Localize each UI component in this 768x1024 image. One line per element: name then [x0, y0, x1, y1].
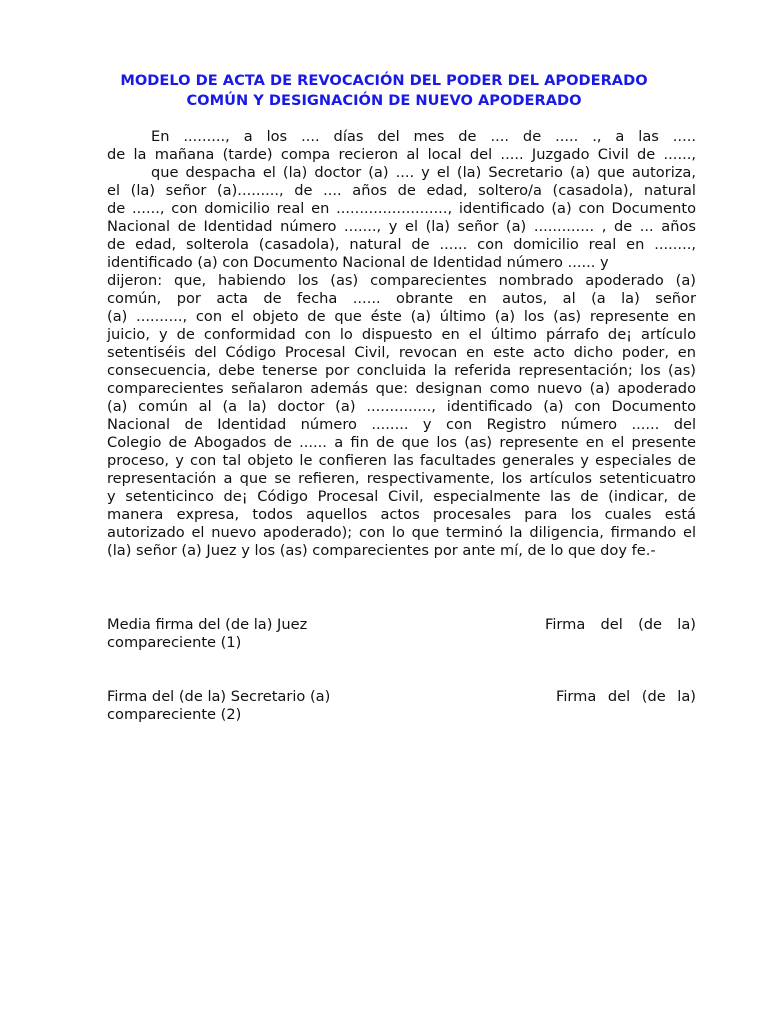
body-line: manera expresa, todos aquellos actos procesales para los cuales está: [107, 506, 696, 523]
judge-signature-label: Media firma del (de la) Juez: [107, 616, 308, 633]
party-signature-label-2: Firma del (de la): [556, 688, 696, 705]
body-line: juicio, y de conformidad con lo dispuesto en el último párrafo de¡ artículo: [107, 326, 696, 343]
body-line: autorizado el nuevo apoderado); con lo que terminó la diligencia, firmando el: [107, 524, 696, 541]
body-line: Colegio de Abogados de ...... a fin de que los (as) represente en el presente: [107, 434, 696, 451]
body-line: consecuencia, debe tenerse por concluida la referida representación; los (as): [107, 362, 696, 379]
body-line: y setenticinco de¡ Código Procesal Civil, especialmente las de (indicar, de: [107, 488, 696, 505]
body-line: el (la) señor (a)........., de .... años de edad, soltero/a (casadola), natural: [107, 182, 696, 199]
body-line: comparecientes señalaron además que: designan como nuevo (a) apoderado: [107, 380, 696, 397]
body-line: común, por acta de fecha ...... obrante en autos, al (a la) señor: [107, 290, 696, 307]
party-signature-label-1: Firma del (de la): [545, 616, 696, 633]
body-line: (a) común al (a la) doctor (a) .............., identificado (a) con Documento: [107, 398, 696, 415]
body-line: representación a que se refieren, respectivamente, los artículos setenticuatro: [107, 470, 696, 487]
party-signature-continuation-2: compareciente (2): [107, 706, 242, 723]
body-line: de ......, con domicilio real en ........................, identificado (a) con Documento: [107, 200, 696, 217]
body-line: dijeron: que, habiendo los (as) comparecientes nombrado apoderado (a): [107, 272, 696, 289]
body-line: proceso, y con tal objeto le confieren las facultades generales y especiales de: [107, 452, 696, 469]
body-line: (a) .........., con el objeto de que éste (a) último (a) los (as) represente en: [107, 308, 696, 325]
body-line: (la) señor (a) Juez y los (as) comparecientes por ante mí, de lo que doy fe.-: [107, 542, 656, 559]
document-title-line-2: COMÚN Y DESIGNACIÓN DE NUEVO APODERADO: [186, 92, 582, 109]
body-line: Nacional de Identidad número ......., y el (la) señor (a) ............. , de ... años: [107, 218, 696, 235]
body-line: de edad, solterola (casadola), natural de ...... con domicilio real en ........,: [107, 236, 696, 253]
body-line: En ........., a los .... días del mes de .... de ..... ., a las .....: [151, 128, 696, 145]
secretary-signature-label: Firma del (de la) Secretario (a): [107, 688, 331, 705]
body-line: que despacha el (la) doctor (a) .... y el (la) Secretario (a) que autoriza,: [151, 164, 696, 181]
body-line: Nacional de Identidad número ........ y con Registro número ...... del: [107, 416, 696, 433]
party-signature-continuation-1: compareciente (1): [107, 634, 242, 651]
body-line: identificado (a) con Documento Nacional de Identidad número ...... y: [107, 254, 609, 271]
body-line: de la mañana (tarde) compa recieron al local del ..... Juzgado Civil de ......,: [107, 146, 696, 163]
document-title-line-1: MODELO DE ACTA DE REVOCACIÓN DEL PODER DEL APODERADO: [120, 72, 648, 89]
body-line: setentiséis del Código Procesal Civil, revocan en este acto dicho poder, en: [107, 344, 696, 361]
